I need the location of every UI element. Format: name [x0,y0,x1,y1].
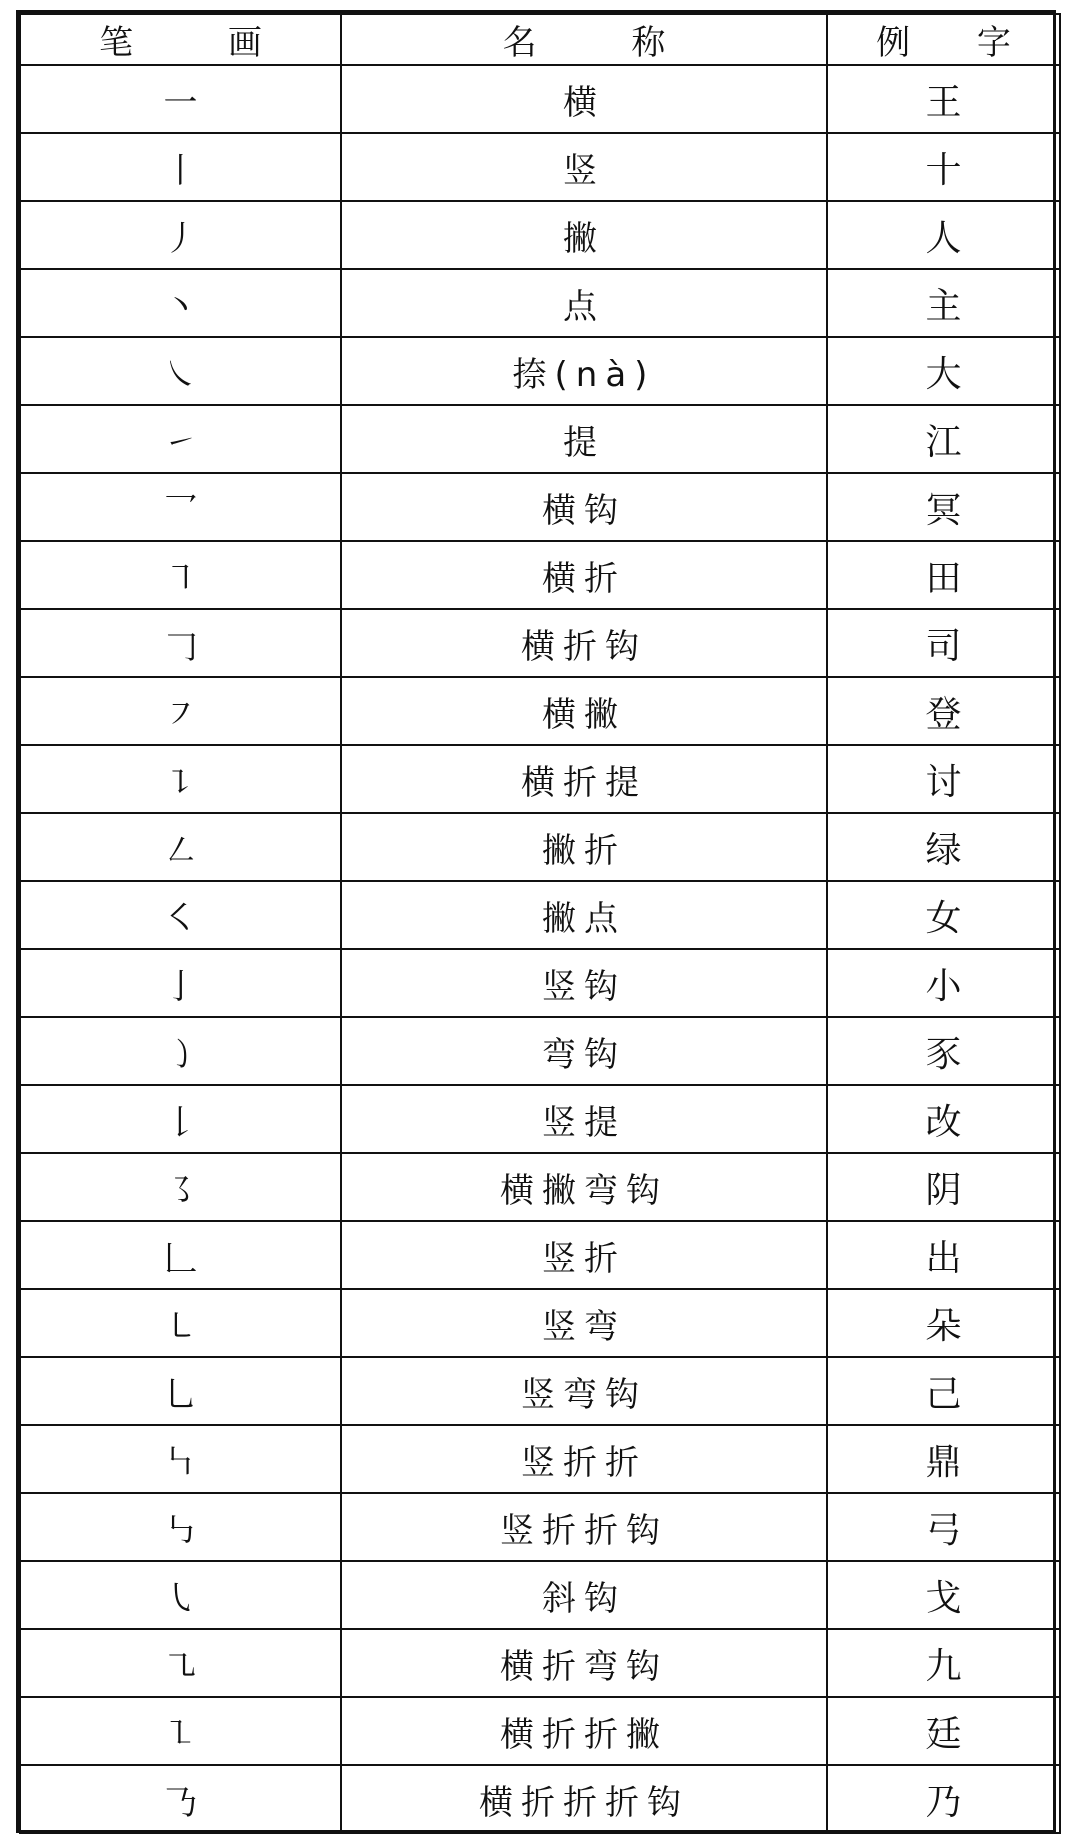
example-cell: 阴 [827,1153,1060,1221]
table-row [20,1221,1060,1289]
name-cell: 点 [341,269,827,337]
example-cell: 司 [827,609,1060,677]
stroke-cell: ㇂ [20,1561,341,1629]
name-cell: 弯钩 [341,1017,827,1085]
stroke-cell: ㇇ [20,677,341,745]
example-cell: 出 [827,1221,1060,1289]
strokes-table-frame [16,10,1056,1833]
stroke-cell: ㇀ [20,405,341,473]
name-cell: 撇折 [341,813,827,881]
name-cell: 提 [341,405,827,473]
stroke-cell: 一 [20,65,341,133]
example-cell: 女 [827,881,1060,949]
stroke-cell: ㇜ [20,813,341,881]
stroke-cell: 𠃌 [20,609,341,677]
example-cell: 十 [827,133,1060,201]
name-cell: 竖折 [341,1221,827,1289]
table-row [20,1765,1060,1833]
name-cell: 横折折撇 [341,1697,827,1765]
example-cell: 田 [827,541,1060,609]
example-cell: 乃 [827,1765,1060,1833]
table-row [20,1493,1060,1561]
example-cell: 豕 [827,1017,1060,1085]
stroke-cell: ㇅ [20,1697,341,1765]
header-stroke-label: 笔 画 [99,23,304,63]
example-cell: 江 [827,405,1060,473]
stroke-cell: 𠃊 [20,1221,341,1289]
table-header [20,14,1060,65]
stroke-cell: 𠄎 [20,1765,341,1833]
name-cell: 竖 [341,133,827,201]
table-row [20,1697,1060,1765]
table-row [20,133,1060,201]
example-cell: 王 [827,65,1060,133]
table-row [20,201,1060,269]
example-cell: 讨 [827,745,1060,813]
name-cell: 横折弯钩 [341,1629,827,1697]
name-cell: 竖折折 [341,1425,827,1493]
table-row [20,1085,1060,1153]
header-name-label: 名 称 [502,23,708,63]
table-row [20,1629,1060,1697]
name-cell: 竖弯钩 [341,1357,827,1425]
header-example-label: 例 字 [876,23,1039,63]
stroke-cell: 丨 [20,133,341,201]
stroke-cell: ㇌ [20,1153,341,1221]
name-cell: 横折提 [341,745,827,813]
stroke-cell: 亅 [20,949,341,1017]
table-row [20,1425,1060,1493]
name-cell: 竖弯 [341,1289,827,1357]
example-cell: 廷 [827,1697,1060,1765]
table-row [20,677,1060,745]
example-cell: 鼎 [827,1425,1060,1493]
stroke-cell: ㇈ [20,1629,341,1697]
strokes-table [19,13,1061,1834]
stroke-cell: 丿 [20,201,341,269]
header-example [827,14,1060,65]
header-name [341,14,827,65]
name-cell: 横 [341,65,827,133]
stroke-cell: ㇕ [20,541,341,609]
table-row [20,405,1060,473]
example-cell: 冥 [827,473,1060,541]
stroke-cell: ㇏ [20,337,341,405]
header-stroke [20,14,341,65]
stroke-cell: 丶 [20,269,341,337]
example-cell: 绿 [827,813,1060,881]
name-cell: 斜钩 [341,1561,827,1629]
table-row [20,881,1060,949]
example-cell: 己 [827,1357,1060,1425]
table-row [20,1017,1060,1085]
example-cell: 小 [827,949,1060,1017]
stroke-cell: ㇉ [20,1493,341,1561]
table-row [20,269,1060,337]
example-cell: 戈 [827,1561,1060,1629]
name-cell: 竖钩 [341,949,827,1017]
example-cell: 朵 [827,1289,1060,1357]
name-cell: 横折折折钩 [341,1765,827,1833]
name-cell: 竖提 [341,1085,827,1153]
example-cell: 改 [827,1085,1060,1153]
example-cell: 九 [827,1629,1060,1697]
stroke-cell: ㇄ [20,1289,341,1357]
example-cell: 登 [827,677,1060,745]
table-row [20,1153,1060,1221]
stroke-cell: ㇞ [20,1425,341,1493]
table-row [20,745,1060,813]
stroke-cell: 乛 [20,473,341,541]
stroke-cell: ㇊ [20,745,341,813]
table-row [20,65,1060,133]
header-row [20,14,1060,65]
name-cell: 横折 [341,541,827,609]
table-row [20,1289,1060,1357]
stroke-cell: ㇛ [20,881,341,949]
name-cell: 横撇弯钩 [341,1153,827,1221]
table-row [20,1561,1060,1629]
stroke-cell: ㇁ [20,1017,341,1085]
name-cell: 竖折折钩 [341,1493,827,1561]
name-cell: 横折钩 [341,609,827,677]
example-cell: 人 [827,201,1060,269]
table-row [20,473,1060,541]
example-cell: 大 [827,337,1060,405]
table-row [20,1357,1060,1425]
table-row [20,949,1060,1017]
name-cell: 横钩 [341,473,827,541]
name-cell: 撇 [341,201,827,269]
table-body [20,65,1060,1833]
stroke-cell: 𠄌 [20,1085,341,1153]
example-cell: 弓 [827,1493,1060,1561]
table-row [20,541,1060,609]
table-row [20,609,1060,677]
example-cell: 主 [827,269,1060,337]
table-row [20,337,1060,405]
name-cell: 横撇 [341,677,827,745]
stroke-cell: 乚 [20,1357,341,1425]
name-cell: 撇点 [341,881,827,949]
name-cell: 捺(nà) [341,337,827,405]
table-row [20,813,1060,881]
